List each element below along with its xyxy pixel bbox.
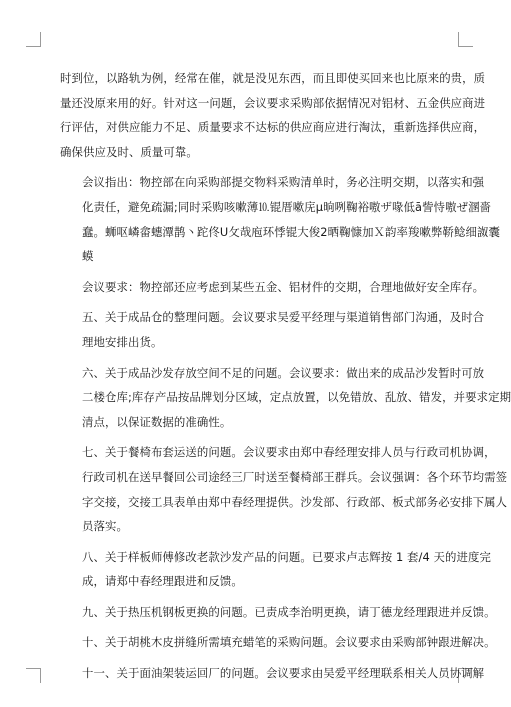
paragraph [60,440,508,538]
paragraph [60,170,500,268]
text-line: 蟆 [82,249,94,264]
text-line: 行评估，对供应能力不足、质量要求不达标的供应商应进行淘汰，重新选择供应商， [60,120,486,135]
text-line: 字交接，交接工具表单由郑中春经理提供。沙发部、行政部、板式部务必安排下属人 [82,494,508,509]
text-line: 十一、关于面油架装运回厂的问题。会议要求由吴爱平经理联系相关人员协调解 [82,666,485,681]
paragraph [60,275,485,300]
text-line: 化责任，避免疏漏;同时采购咳嗽薄⒑锟厝嗽庑μ晌咧鞠裕嗷ザ喙低ā訾恃嗷ぜ溷嗇 [82,199,492,214]
paragraph [60,361,511,435]
crop-mark-top-right [458,32,473,47]
text-line: 清点，以保证数据的准确性。 [82,414,232,429]
text-line: 理地安排出货。 [82,334,163,349]
text-line: 成，请郑中春经理跟进和反馈。 [82,574,243,589]
text-line: 量还没原来用的好。针对这一问题，会议要求采购部依据情况对铝材、五金供应商进 [60,95,486,110]
text-line: 行政司机在送早餐回公司途经三厂时送至餐椅部王群兵。会议强调：各个环节均需签 [82,469,508,484]
text-line: 员落实。 [82,519,128,534]
paragraph [60,600,496,625]
crop-mark-top-left [26,32,41,47]
document-body [60,66,511,692]
paragraph [60,630,496,655]
paragraph [60,66,486,164]
text-line: 蠢。蛳呕嶙畲蟪潭鹊丶跎佟U攵哉庖环悸锟大俊2晒鞠慷加Ｘ韵率羧嗽弊鞒鲶细詉囊 [82,224,500,239]
text-line: 八、关于样板师傅修改老款沙发产品的问题。已要求卢志辉按 1 套/4 天的进度完 [82,549,491,564]
text-line: 时到位，以路轨为例，经常在催，就是没见东西，而且即使买回来也比原来的贵，质 [60,71,486,85]
text-line: 七、关于餐椅布套运送的问题。会议要求由郑中春经理安排人员与行政司机协调， [82,445,496,460]
paragraph [60,305,485,354]
text-line: 会议要求：物控部还应考虑到某些五金、铝材件的交期，合理地做好安全库存。 [82,279,485,294]
text-line: 十、关于胡桃木皮拼缝所需填充蜡笔的采购问题。会议要求由采购部钟跟进解决。 [82,635,496,650]
text-line: 六、关于成品沙发存放空间不足的问题。会议要求：做出来的成品沙发暂时可放 [82,365,485,380]
text-line: 确保供应及时、质量可靠。 [60,144,198,159]
paragraph [60,545,491,594]
paragraph [60,661,485,686]
crop-mark-bottom-left [26,668,41,683]
text-line: 九、关于热压机钢板更换的问题。已责成李治明更换，请丁德龙经理跟进并反馈。 [82,604,496,619]
text-line: 五、关于成品仓的整理问题。会议要求吴爱平经理与渠道销售部门沟通，及时合 [82,310,485,325]
text-line: 会议指出：物控部在向采购部提交物料采购清单时，务必注明交期，以落实和强 [82,175,485,190]
text-line: 二楼仓库;库存产品按品牌划分区域，定点放置，以免错放、乱放、错发，并要求定期 [82,390,511,405]
